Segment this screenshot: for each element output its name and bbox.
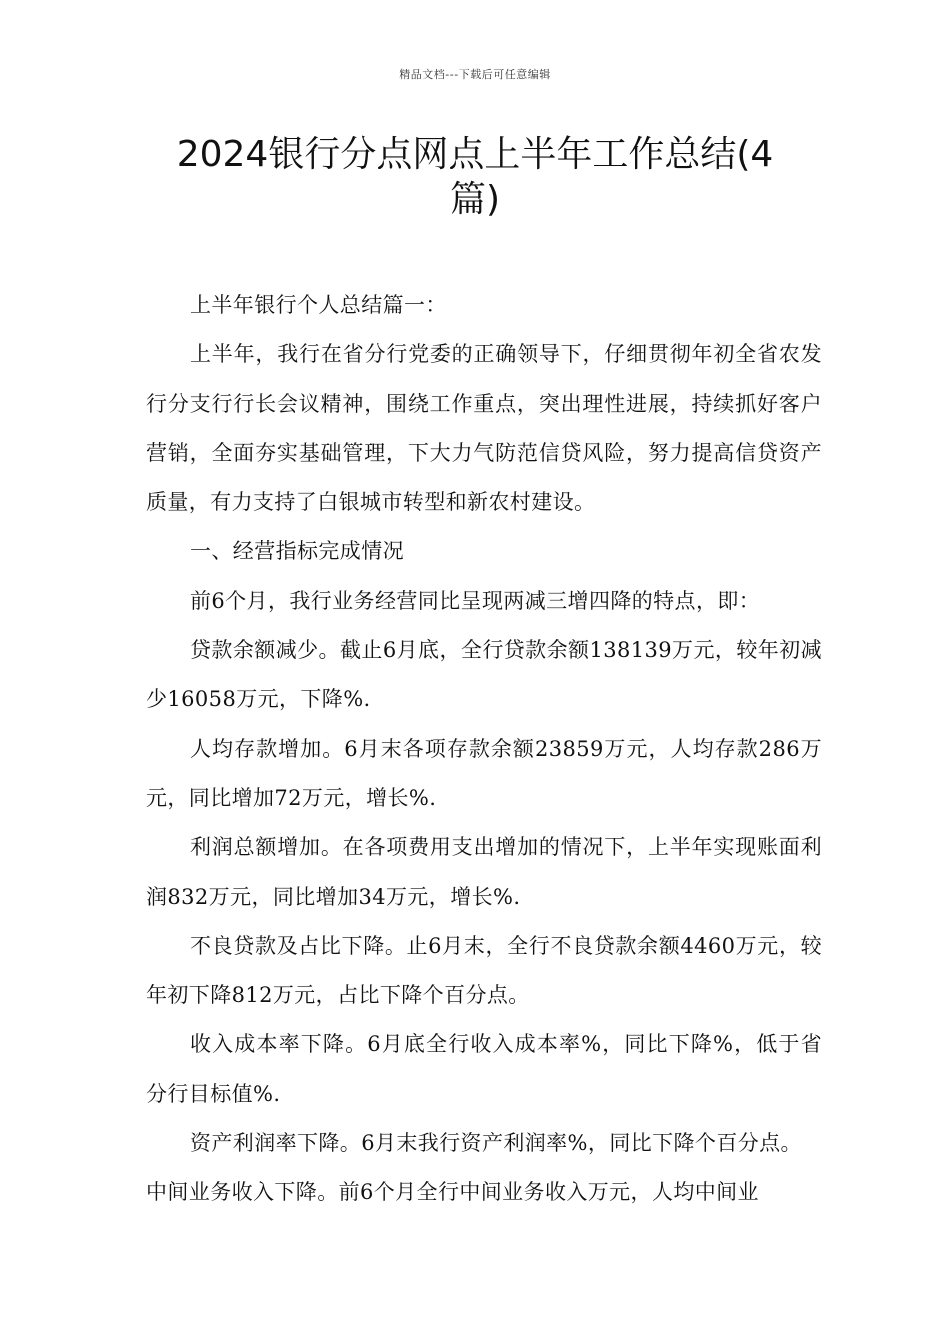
summary-paragraph: 前6个月，我行业务经营同比呈现两减三增四降的特点，即： <box>190 588 761 613</box>
title-line-2: 篇) <box>449 179 501 220</box>
title-line-1: 2024银行分点网点上半年工作总结(4 <box>176 134 774 175</box>
asset-profit-paragraph: 资产利润率下降。6月末我行资产利润率%，同比下降个百分点。 <box>190 1131 802 1156</box>
loan-balance-paragraph: 贷款余额减少。截止6月底，全行贷款余额138139万元，较年初减少16058万元，下降%. <box>146 638 822 712</box>
page-header-note: 精品文档---下载后可任意编辑 <box>399 68 551 81</box>
section-heading-part-one: 上半年银行个人总结篇一： <box>190 293 447 317</box>
document-body <box>146 281 822 1218</box>
cost-ratio-paragraph: 收入成本率下降。6月底全行收入成本率%，同比下降%，低于省分行目标值%. <box>146 1032 822 1106</box>
nonperforming-loan-paragraph: 不良贷款及占比下降。止6月末，全行不良贷款余额4460万元，较年初下降812万元，占比下降个百分点。 <box>146 933 822 1008</box>
document-title <box>140 132 810 222</box>
intermediate-business-paragraph: 中间业务收入下降。前6个月全行中间业务收入万元，人均中间业 <box>146 1180 759 1205</box>
section-heading-indicators: 一、经营指标完成情况 <box>190 539 404 564</box>
intro-paragraph: 上半年，我行在省分行党委的正确领导下，仔细贯彻年初全省农发行分支行行长会议精神，围绕工作重点，突出理性进展，持续抓好客户营销，全面夯实基础管理，下大力气防范信贷风险，努力提高信贷资产质量，有力支持了白银城市转型和新农村建设。 <box>146 342 822 515</box>
profit-paragraph: 利润总额增加。在各项费用支出增加的情况下，上半年实现账面利润832万元，同比增加34万元，增长%. <box>146 835 822 909</box>
deposit-paragraph: 人均存款增加。6月末各项存款余额23859万元，人均存款286万元，同比增加72万元，增长%. <box>146 736 822 810</box>
